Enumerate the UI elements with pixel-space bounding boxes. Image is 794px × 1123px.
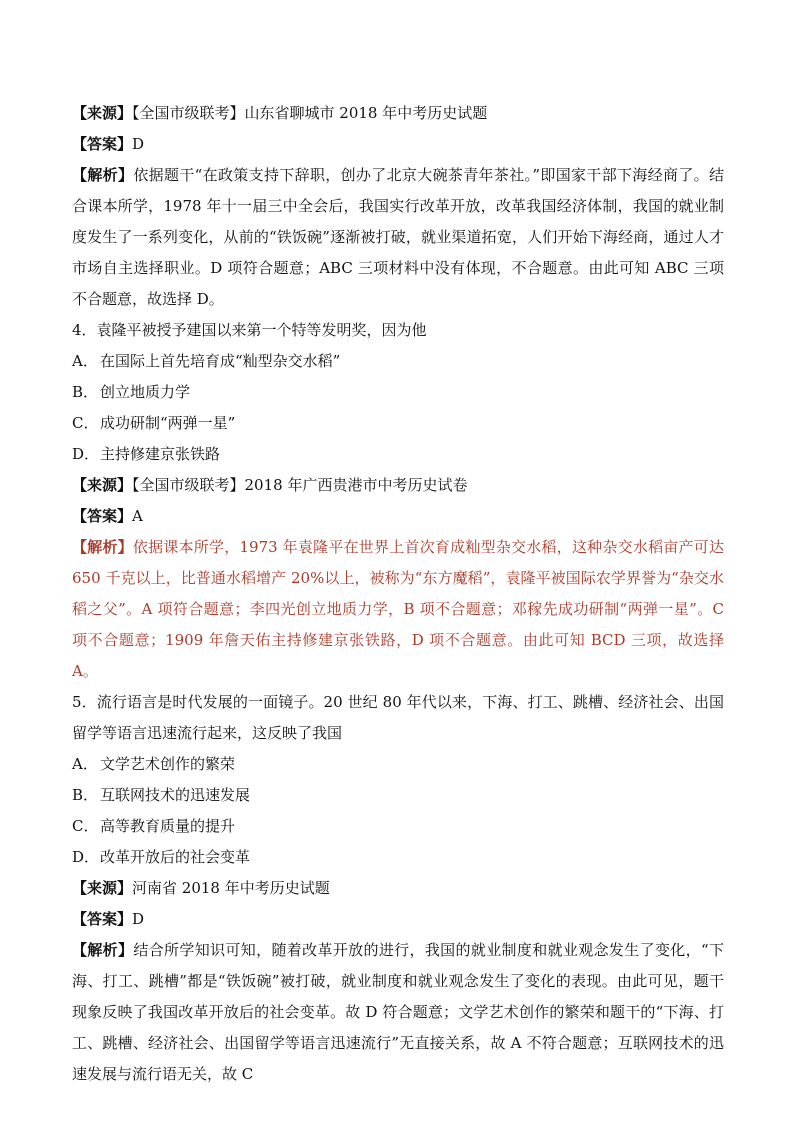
source-line	[72, 873, 724, 904]
answer-line	[72, 129, 724, 160]
answer-value: D	[132, 135, 145, 153]
analysis-paragraph	[72, 160, 724, 315]
option-letter: C．	[72, 414, 99, 432]
analysis-paragraph	[72, 532, 724, 687]
analysis-text: 依据课本所学，1973 年袁隆平在世界上首次育成籼型杂交水稻，这种杂交水稻亩产可达 650 千克以上，比普通水稻增产 20%以上，被称为“东方魔稻”，袁隆平被国际农学界誉为“杂交水稻之父”。A 项符合题意；李四光创立地质力学，B 项不合题意；邓稼先成功研制“两弹一星”。C 项不合题意；1909 年詹天佑主持修建京张铁路，D 项不合题意。由此可知 BCD 三项，故选择 A。	[72, 538, 724, 680]
answer-tag: 【答案】	[72, 507, 133, 525]
option-letter: C．	[72, 817, 99, 835]
answer-line	[72, 501, 724, 532]
answer-tag: 【答案】	[72, 135, 133, 153]
source-text: 【全国市级联考】山东省聊城市 2018 年中考历史试题	[132, 104, 488, 122]
option-text: 创立地质力学	[100, 383, 191, 401]
source-tag: 【来源】	[72, 879, 133, 897]
analysis-tag: 【解析】	[72, 538, 133, 556]
option-d	[72, 842, 724, 873]
source-text: 【全国市级联考】2018 年广西贵港市中考历史试卷	[132, 476, 468, 494]
option-a	[72, 346, 724, 377]
analysis-text: 结合所学知识可知，随着改革开放的进行，我国的就业制度和就业观念发生了变化，“下海、打工、跳槽”都是“铁饭碗”被打破，就业制度和就业观念发生了变化的表现。由此可见，题干现象反映了我国改革开放后的社会变革。故 D 符合题意；文学艺术创作的繁荣和题干的“下海、打工、跳槽、经济社会、出国留学等语言迅速流行”无直接关系，故 A 不符合题意；互联网技术的迅速发展与流行语无关，故 C	[72, 941, 724, 1083]
analysis-text: 依据题干“在政策支持下辞职，创办了北京大碗茶青年茶社。”即国家干部下海经商了。结合课本所学，1978 年十一届三中全会后，我国实行改革开放，改革我国经济体制，我国的就业制度发生了一系列变化，从前的“铁饭碗”逐渐被打破，就业渠道拓宽，人们开始下海经商，通过人才市场自主选择职业。D 项符合题意；ABC 三项材料中没有体现，不合题意。由此可知 ABC 三项不合题意，故选择 D。	[72, 166, 724, 308]
option-d	[72, 439, 724, 470]
option-a	[72, 749, 724, 780]
source-line	[72, 98, 724, 129]
option-letter: B．	[72, 383, 99, 401]
answer-line	[72, 904, 724, 935]
document-page	[72, 98, 724, 1090]
question-stem: 4．袁隆平被授予建国以来第一个特等发明奖，因为他	[72, 321, 427, 339]
option-text: 成功研制“两弹一星”	[100, 414, 236, 432]
option-text: 高等教育质量的提升	[100, 817, 236, 835]
option-letter: B．	[72, 786, 99, 804]
answer-value: D	[132, 910, 145, 928]
analysis-tag: 【解析】	[72, 941, 134, 959]
source-tag: 【来源】	[72, 104, 133, 122]
option-text: 改革开放后的社会变革	[100, 848, 251, 866]
option-letter: D．	[72, 445, 100, 463]
analysis-paragraph	[72, 935, 724, 1090]
option-letter: A．	[72, 352, 98, 370]
source-tag: 【来源】	[72, 476, 133, 494]
option-text: 主持修建京张铁路	[100, 445, 221, 463]
option-b	[72, 377, 724, 408]
option-text: 互联网技术的迅速发展	[100, 786, 251, 804]
option-text: 文学艺术创作的繁荣	[100, 755, 236, 773]
option-c	[72, 408, 724, 439]
option-b	[72, 780, 724, 811]
analysis-tag: 【解析】	[72, 166, 134, 184]
question-stem: 5．流行语言是时代发展的一面镜子。20 世纪 80 年代以来，下海、打工、跳槽、经济社会、出国留学等语言迅速流行起来，这反映了我国	[72, 693, 724, 742]
option-letter: A．	[72, 755, 98, 773]
option-letter: D．	[72, 848, 100, 866]
option-c	[72, 811, 724, 842]
source-line	[72, 470, 724, 501]
answer-value: A	[132, 507, 143, 525]
source-text: 河南省 2018 年中考历史试题	[132, 879, 330, 897]
option-text: 在国际上首先培育成“籼型杂交水稻”	[100, 352, 341, 370]
answer-tag: 【答案】	[72, 910, 133, 928]
